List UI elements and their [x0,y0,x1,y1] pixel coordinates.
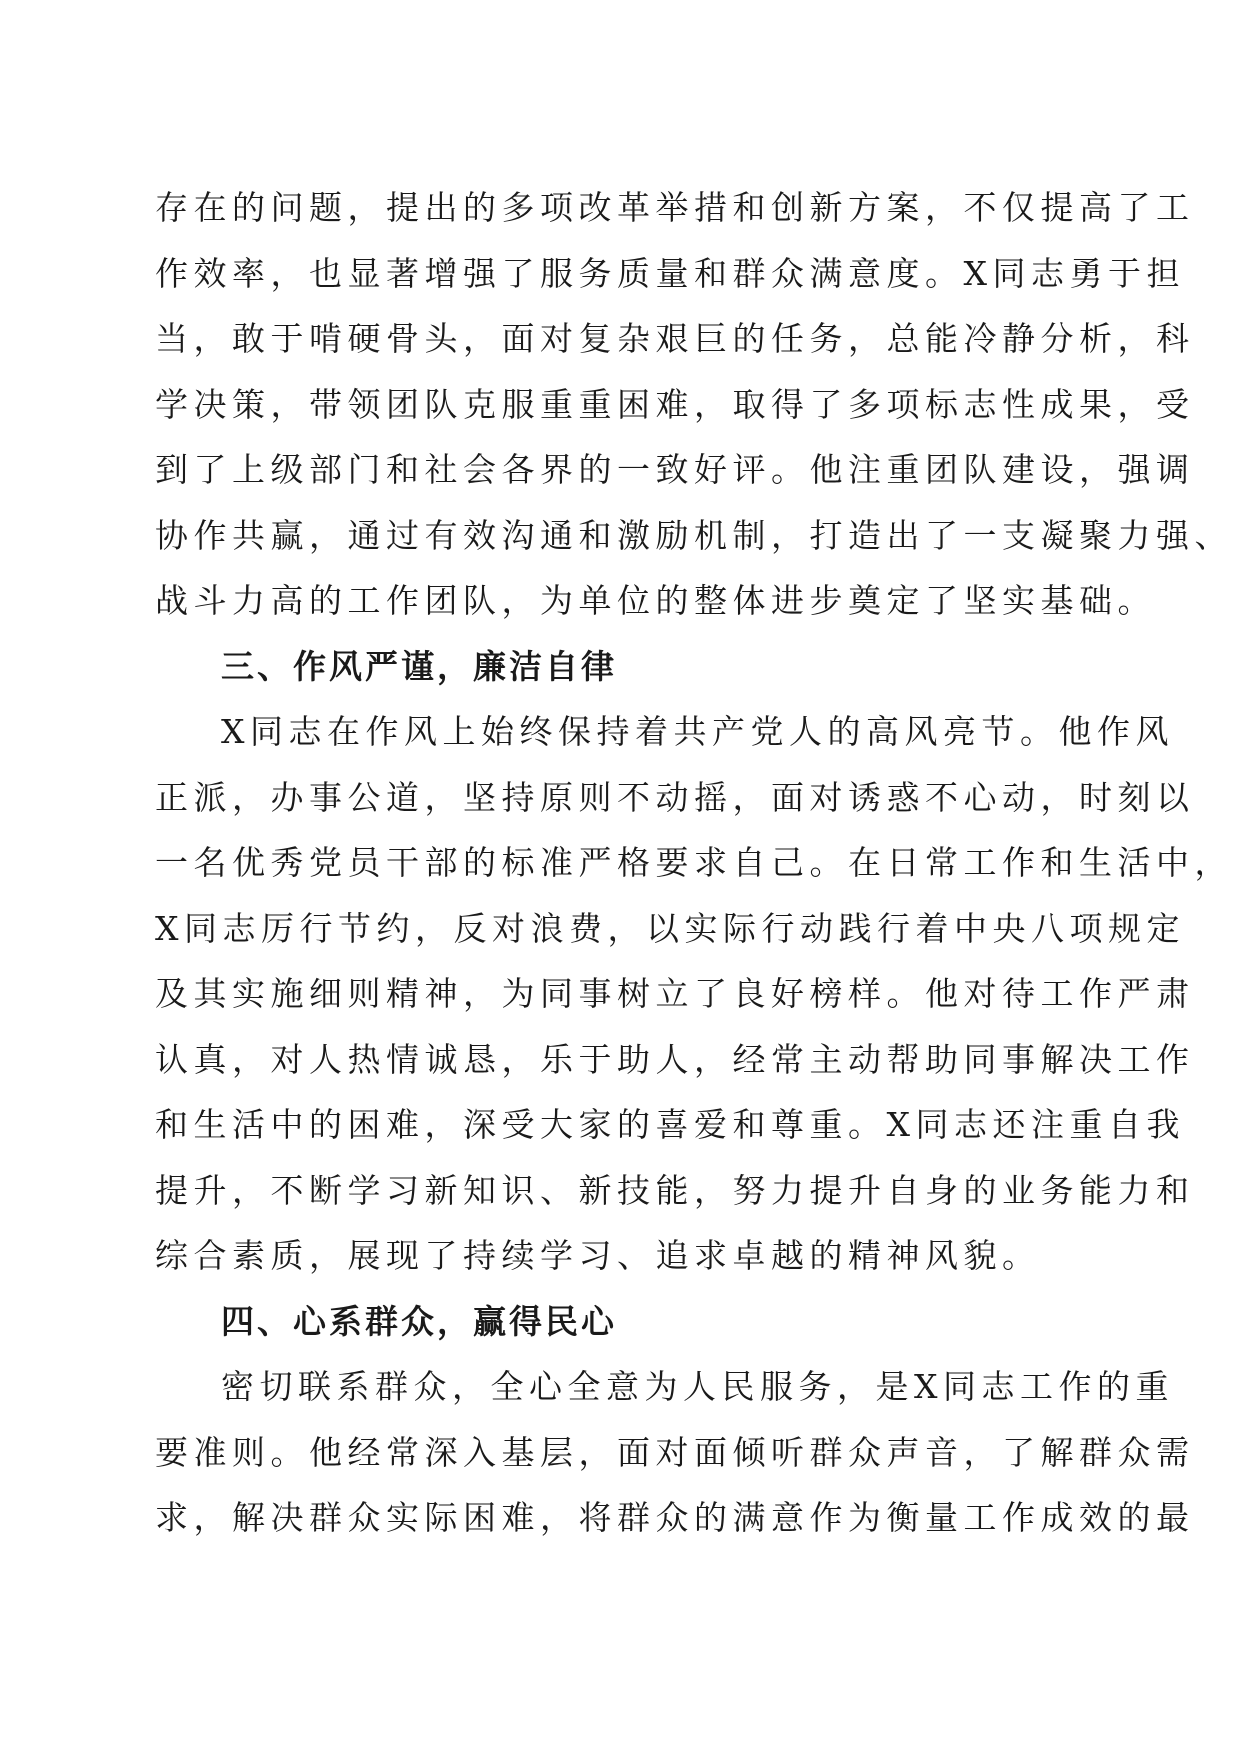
body-line: 综合素质，展现了持续学习、追求卓越的精神风貌。 [155,1236,1041,1275]
body-line: 到了上级部门和社会各界的一致好评。他注重团队建设，强调 [155,450,1195,489]
body-line: 及其实施细则精神，为同事树立了良好榜样。他对待工作严肃 [155,974,1195,1013]
section-heading-3: 三、作风严谨，廉洁自律 [221,646,617,686]
body-line: 存在的问题，提出的多项改革举措和创新方案，不仅提高了工 [155,188,1195,227]
body-line: 一名优秀党员干部的标准严格要求自己。在日常工作和生活中， [155,843,1233,882]
body-line: 协作共赢，通过有效沟通和激励机制，打造出了一支凝聚力强、 [155,515,1233,555]
body-line: 当，敢于啃硬骨头，面对复杂艰巨的任务，总能冷静分析，科 [155,319,1195,358]
body-line: 战斗力高的工作团队，为单位的整体进步奠定了坚实基础。 [155,581,1156,620]
body-line: X同志厉行节约，反对浪费，以实际行动践行着中央八项规定 [155,908,1185,948]
body-line: 作效率，也显著增强了服务质量和群众满意度。X同志勇于担 [155,253,1185,293]
paragraph-start: 密切联系群众，全心全意为人民服务，是X同志工作的重 [221,1367,1174,1406]
body-line: 求，解决群众实际困难，将群众的满意作为衡量工作成效的最 [155,1498,1195,1537]
body-line: 认真，对人热情诚恳，乐于助人，经常主动帮助同事解决工作 [155,1039,1195,1079]
body-line: 和生活中的困难，深受大家的喜爱和尊重。X同志还注重自我 [155,1105,1185,1144]
section-heading-4: 四、心系群众，赢得民心 [221,1301,617,1341]
body-line: 要准则。他经常深入基层，面对面倾听群众声音，了解群众需 [155,1432,1195,1472]
body-line: 提升，不断学习新知识、新技能，努力提升自身的业务能力和 [155,1170,1195,1210]
paragraph-start: X同志在作风上始终保持着共产党人的高风亮节。他作风 [221,712,1174,751]
body-line: 学决策，带领团队克服重重困难，取得了多项标志性成果，受 [155,384,1195,424]
body-line: 正派，办事公道，坚持原则不动摇，面对诱惑不心动，时刻以 [155,777,1195,817]
document-body [155,188,1233,1566]
